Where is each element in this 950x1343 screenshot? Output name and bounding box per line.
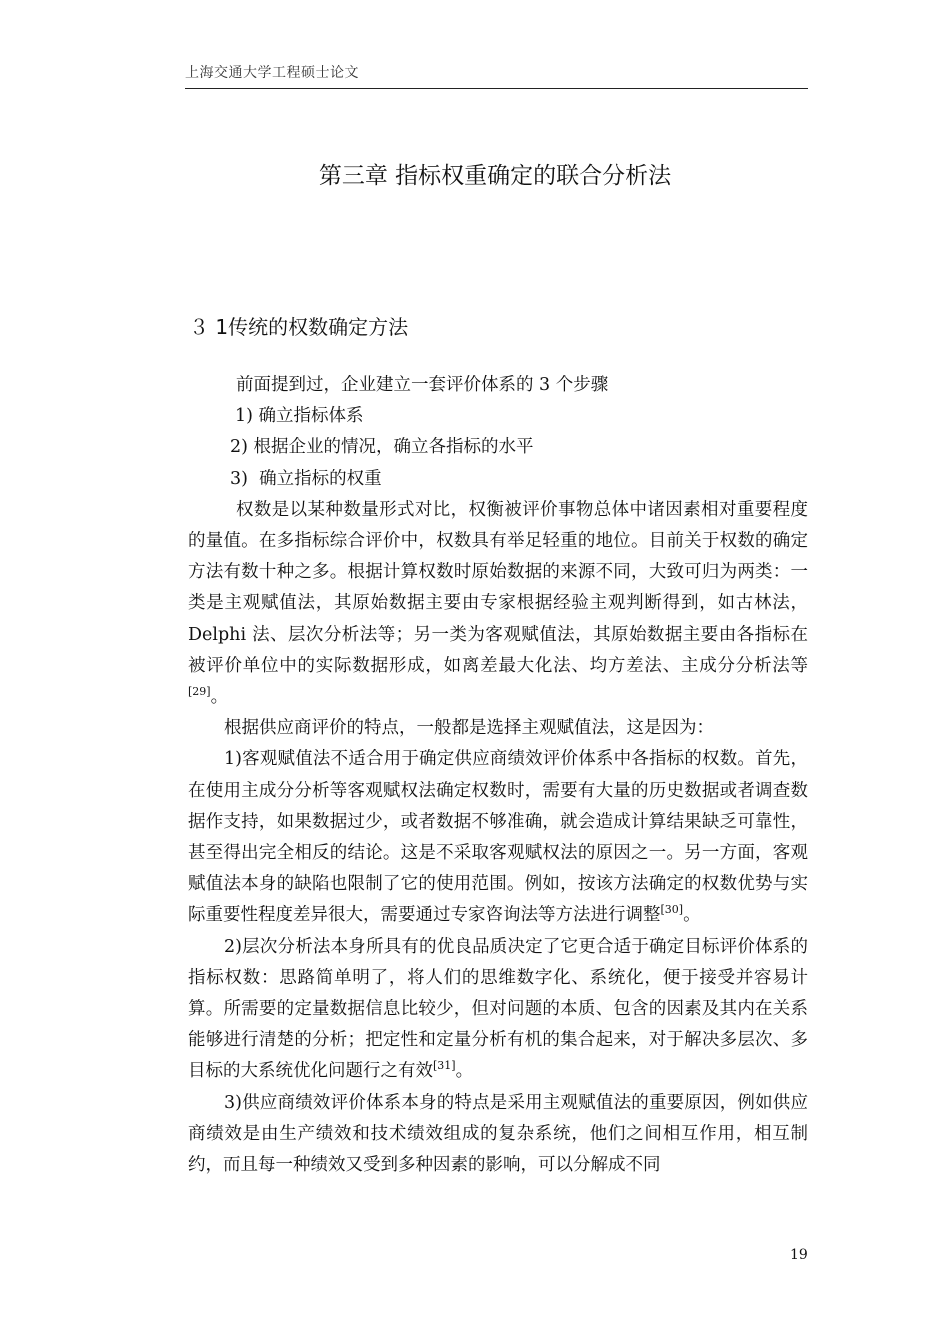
citation-29: [29] <box>188 685 211 699</box>
section-title: ３ 1传统的权数确定方法 <box>189 315 409 339</box>
paragraph-point-1 <box>188 744 808 931</box>
step-1: 1) 确立指标体系 <box>235 406 364 427</box>
paragraph-reason: 根据供应商评价的特点，一般都是选择主观赋值法，这是因为： <box>224 718 714 739</box>
header-text: 上海交通大学工程硕士论文 <box>185 65 359 81</box>
page-number: 19 <box>790 1247 808 1263</box>
citation-31: [31] <box>433 1059 456 1073</box>
step-3: 3) 确立指标的权重 <box>230 468 382 489</box>
paragraph-weight <box>188 495 808 713</box>
page-header <box>185 62 808 89</box>
point-1-text: 1)客观赋值法不适合用于确定供应商绩效评价体系中各指标的权数。首先，在使用主成分分析等客观赋权法确定权数时，需要有大量的历史数据或者调查数据作支持，如果数据过少，或者数据不够准确，就会造成计算结果缺乏可靠性，甚至得出完全相反的结论。这是不采取客观赋权法的原因之一。另一方面，客观赋值法本身的缺陷也限制了它的使用范围。例如，按该方法确定的权数优势与实际重要性程度差异很大，需要通过专家咨询法等方法进行调整 <box>188 749 808 926</box>
paragraph-weight-text: 权数是以某种数量形式对比，权衡被评价事物总体中诸因素相对重要程度的量值。在多指标综合评价中，权数具有举足轻重的地位。目前关于权数的确定方法有数十种之多。根据计算权数时原始数据的来源不同，大致可归为两类：一类是主观赋值法，其原始数据主要由专家根据经验主观判断得到，如古林法，Delphi 法、层次分析法等；另一类为客观赋值法，其原始数据主要由各指标在被评价单位中的实际数据形成，如离差最大化法、均方差法、主成分分析法等 <box>188 499 808 676</box>
paragraph-point-3: 3)供应商绩效评价体系本身的特点是采用主观赋值法的重要原因，例如供应商绩效是由生产绩效和技术绩效组成的复杂系统，他们之间相互作用，相互制约，而且每一种绩效又受到多种因素的影响，可以分解成不同 <box>188 1092 808 1176</box>
body-text <box>188 370 808 1181</box>
point-2-text: 2)层次分析法本身所具有的优良品质决定了它更合适于确定目标评价体系的指标权数：思路简单明了，将人们的思维数字化、系统化，便于接受并容易计算。所需要的定量数据信息比较少，但对问题的本质、包含的因素及其内在关系能够进行清楚的分析；把定性和定量分析有机的集合起来，对于解决多层次、多目标的大系统优化问题行之有效 <box>188 936 808 1082</box>
citation-30: [30] <box>660 903 684 917</box>
paragraph-weight-end: 。 <box>210 687 229 708</box>
paragraph-intro: 前面提到过，企业建立一套评价体系的 3 个步骤 <box>236 375 609 395</box>
point-2-end: 。 <box>455 1061 474 1082</box>
point-1-end: 。 <box>683 905 701 926</box>
paragraph-point-2 <box>188 932 808 1088</box>
step-2: 2) 根据企业的情况，确立各指标的水平 <box>230 437 534 458</box>
chapter-title: 第三章 指标权重确定的联合分析法 <box>318 163 672 189</box>
